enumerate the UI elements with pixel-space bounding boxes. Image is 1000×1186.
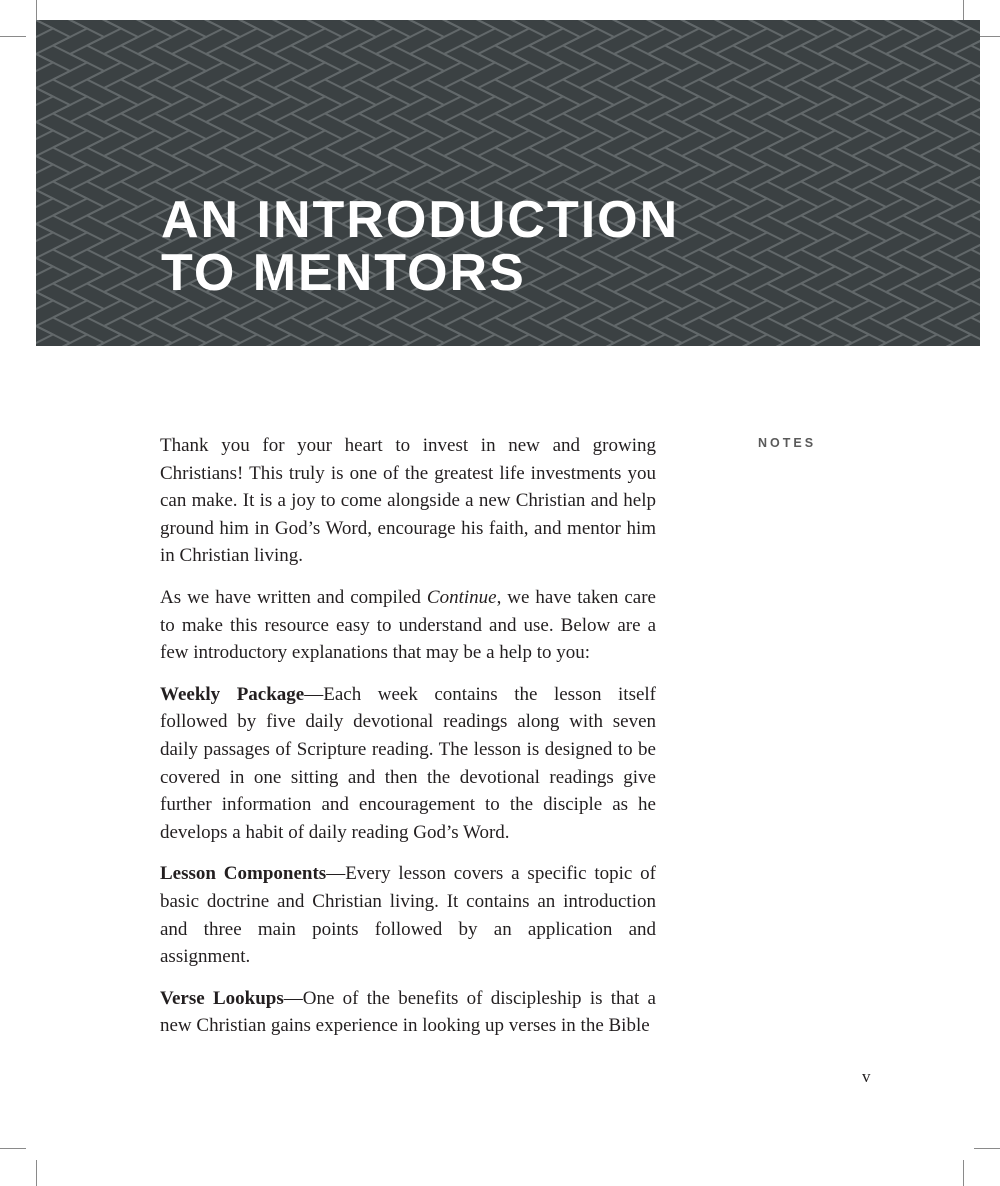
book-title: Continue (426, 586, 497, 608)
title-line-2: TO MENTORS (161, 244, 526, 302)
section-term: Weekly Package (160, 683, 305, 705)
crop-mark-bottom-right-h (974, 1148, 1000, 1149)
crop-mark-bottom-right (963, 1160, 964, 1186)
section-verse-lookups (160, 985, 656, 1040)
resource-paragraph-start: As we have written and compiled (160, 586, 427, 608)
section-text: —Every lesson covers a specific topic of basic doctrine and Christian living. It contains an introduction and three main points followed by an application and assignment. (160, 863, 656, 968)
section-weekly-package (160, 681, 656, 847)
section-text: —Each week contains the lesson itself followed by five daily devotional readings along with seven daily passages of Scripture reading. The lesson is designed to be covered in one sitting and then the devotional readings give further information and encouragement to the disciple as he develops a habit of daily reading God’s Word. (160, 683, 656, 843)
intro-paragraph: Thank you for your heart to invest in new and growing Christians! This truly is one of the greatest life investments you can make. It is a joy to come alongside a new Christian and help ground him in God’s Word, encourage his faith, and mentor him in Christian living. (160, 435, 656, 567)
section-term: Verse Lookups (160, 987, 284, 1009)
section-term: Lesson Components (160, 863, 327, 885)
resource-paragraph-end: , we have taken care to make this resource easy to understand and use. Below are a few introductory explanations that may be a help to you: (160, 586, 656, 664)
crop-mark-top-left-h (0, 36, 26, 37)
body-text (160, 432, 656, 1054)
page-title (161, 191, 680, 302)
resource-paragraph (160, 584, 656, 667)
section-text: —One of the benefits of discipleship is that a new Christian gains experience in looking up verses in the Bible (160, 987, 656, 1037)
crop-mark-bottom-left-h (0, 1148, 26, 1149)
page-number: v (862, 1067, 871, 1086)
crop-mark-bottom-left (36, 1160, 37, 1186)
section-lesson-components (160, 860, 656, 970)
title-line-1: AN INTRODUCTION (161, 191, 680, 249)
header-banner (36, 20, 980, 346)
notes-label: NOTES (758, 436, 817, 450)
